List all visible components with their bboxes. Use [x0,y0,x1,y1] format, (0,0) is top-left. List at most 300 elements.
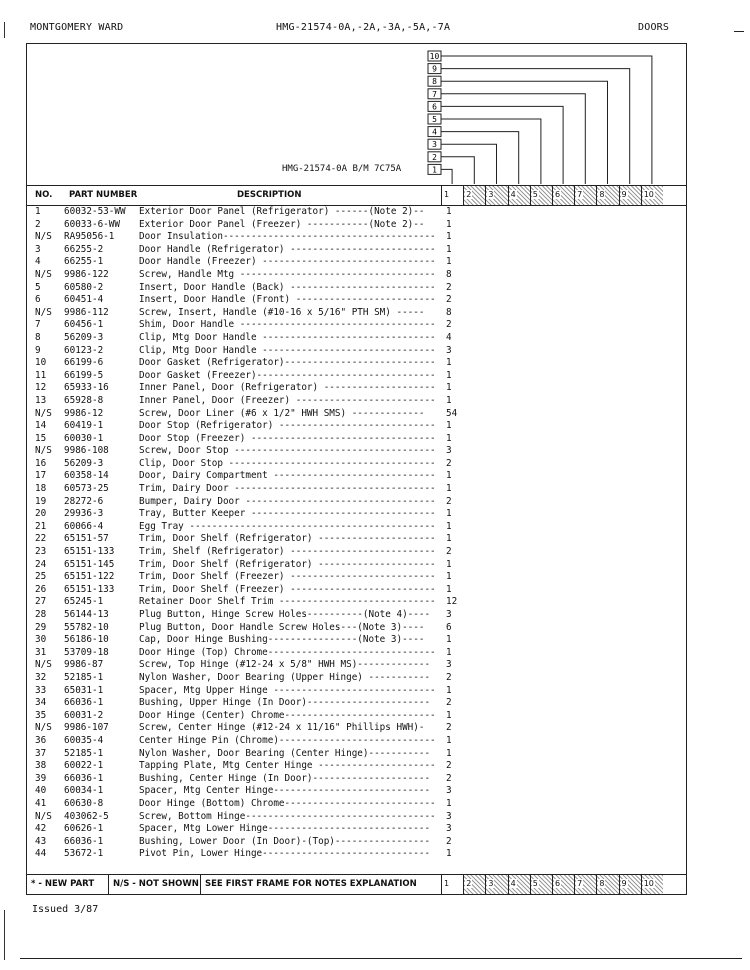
part-quantity: 1 [446,470,452,482]
part-number: 65151-122 [64,571,115,583]
part-no: N/S [35,231,52,243]
part-quantity: 1 [446,583,452,595]
check-column-diagram [27,44,688,184]
table-row [27,508,686,521]
part-no: 16 [35,457,47,469]
table-row [27,546,686,559]
part-no: N/S [35,722,52,734]
check-columns-footer [441,875,663,894]
part-quantity: 1 [446,394,452,406]
table-row [27,496,686,509]
part-description: Plug Button, Door Handle Screw Holes---(Note 3)---- [139,621,425,633]
footer-check-col-1 [441,875,463,894]
part-number: 55782-10 [64,621,109,633]
check-col-number: 7 [577,879,583,888]
table-row [27,647,686,660]
table-row [27,760,686,773]
part-number: 66036-1 [64,772,104,784]
part-number: 9986-107 [64,722,109,734]
diagram-box-label: 7 [432,89,437,99]
leader-lines [27,44,688,184]
header-check-col-6 [552,186,574,205]
part-no: 14 [35,420,47,432]
part-quantity: 3 [446,810,452,822]
issued-date: Issued 3/87 [32,904,99,915]
check-col-number: 6 [554,190,561,199]
part-quantity: 3 [446,344,452,356]
part-description: Tapping Plate, Mtg Center Hinge --------------------- [139,760,436,772]
part-no: 9 [35,344,41,356]
part-description: Inner Panel, Door (Freezer) ------------------------- [139,394,436,406]
part-quantity: 2 [446,281,452,293]
footer-check-col-7 [574,875,596,894]
part-description: Door Insulation-------------------------------------- [139,231,436,243]
part-number: 9986-87 [64,659,104,671]
part-description: Pivot Pin, Lower Hinge------------------------------ [139,848,431,860]
bill-of-materials-reference: HMG-21574-0A B/M 7C75A [282,164,402,174]
part-description: Screw, Bottom Hinge---------------------------------- [139,810,436,822]
part-description: Door Hinge (Top) Chrome------------------------------ [139,646,436,658]
part-number: 60032-53-WW [64,206,126,217]
part-number: 403062-5 [64,810,109,822]
part-no: 34 [35,697,47,709]
part-no: 5 [35,281,41,293]
table-row [27,848,686,861]
part-description: Bushing, Lower Door (In Door)-(Top)----------------- [139,835,431,847]
part-no: 15 [35,432,47,444]
table-row [27,244,686,257]
part-description: Trim, Door Shelf (Freezer) -------------------------- [139,583,436,595]
header-brand: MONTGOMERY WARD [30,22,124,33]
table-row [27,357,686,370]
part-number: 65933-16 [64,382,109,394]
table-row [27,345,686,358]
part-quantity: 1 [446,558,452,570]
col-description: DESCRIPTION [237,190,302,200]
table-row [27,811,686,824]
table-row [27,269,686,282]
table-row [27,823,686,836]
part-quantity: 1 [446,483,452,495]
part-number: 66199-6 [64,357,104,369]
table-row [27,294,686,307]
header-check-col-9 [619,186,641,205]
part-description: Shim, Door Handle ----------------------------------- [139,319,436,331]
part-quantity: 2 [446,772,452,784]
table-row [27,458,686,471]
leader-line-10 [441,56,652,184]
diagram-box-label: 8 [432,77,437,87]
part-description: Door Stop (Refrigerator) ---------------------------- [139,420,436,432]
part-no: 31 [35,646,47,658]
part-no: N/S [35,306,52,318]
header-check-col-5 [530,186,552,205]
part-number: 56186-10 [64,634,109,646]
header-check-col-3 [485,186,507,205]
footer-check-col-9 [619,875,641,894]
part-no: 10 [35,357,47,369]
part-no: 23 [35,546,47,558]
part-quantity: 1 [446,357,452,369]
part-number: 65031-1 [64,684,104,696]
diagram-box-label: 2 [432,152,437,162]
part-no: 7 [35,319,41,331]
part-description: Screw, Top Hinge (#12-24 x 5/8" HWH MS)------------- [139,659,431,671]
part-description: Insert, Door Handle (Front) ------------------------- [139,294,436,306]
table-row [27,470,686,483]
part-description: Exterior Door Panel (Refrigerator) ------(Note 2)-- [139,206,425,217]
part-number: 60573-25 [64,483,109,495]
part-no: 42 [35,823,47,835]
part-no: 8 [35,331,41,343]
part-number: 9986-108 [64,445,109,457]
part-quantity: 3 [446,659,452,671]
header-check-col-1 [441,186,463,205]
check-col-number: 7 [577,190,583,199]
part-quantity: 2 [446,722,452,734]
diagram-box-label: 4 [432,127,437,137]
part-no: 19 [35,495,47,507]
table-row [27,710,686,723]
part-quantity: 2 [446,760,452,772]
part-quantity: 2 [446,835,452,847]
table-row [27,319,686,332]
part-number: 60580-2 [64,281,104,293]
parts-list-frame [26,43,687,895]
table-row [27,836,686,849]
part-description: Tray, Butter Keeper --------------------------------- [139,508,436,520]
part-number: 9986-112 [64,306,109,318]
part-quantity: 1 [446,709,452,721]
check-col-number: 4 [510,190,516,199]
table-row [27,282,686,295]
part-no: 37 [35,747,47,759]
part-description: Screw, Handle Mtg ----------------------------------- [139,268,436,280]
part-quantity: 4 [446,331,452,343]
part-number: 65151-133 [64,546,115,558]
check-col-number: 3 [488,879,494,888]
footer-check-col-6 [552,875,574,894]
part-quantity: 1 [446,797,452,809]
page-bottom-rule [20,958,742,959]
part-description: Door Handle (Freezer) ------------------------------- [139,256,436,268]
part-no: 2 [35,218,41,230]
part-number: 9986-12 [64,407,104,419]
diagram-box-label: 5 [432,115,437,124]
table-row [27,433,686,446]
part-no: N/S [35,268,52,280]
part-no: 39 [35,772,47,784]
check-col-number: 9 [621,190,627,199]
table-row [27,672,686,685]
part-no: 38 [35,760,47,772]
part-description: Door Gasket (Freezer)-------------------------------- [139,369,436,381]
table-row [27,231,686,244]
check-col-number: 10 [643,190,654,199]
part-number: 60626-1 [64,823,104,835]
part-no: N/S [35,659,52,671]
parts-table [27,206,686,861]
part-description: Door Gasket (Refrigerator)--------------------------- [139,357,436,369]
part-description: Egg Tray -------------------------------------------- [139,520,436,532]
leader-line-5 [441,119,541,184]
part-description: Bumper, Dairy Door ---------------------------------- [139,495,436,507]
leader-line-2 [441,157,474,184]
part-description: Screw, Center Hinge (#12-24 x 11/16" Phillips HWH)- [139,722,425,734]
part-quantity: 1 [446,420,452,432]
part-number: 66036-1 [64,697,104,709]
header-check-col-4 [508,186,530,205]
part-description: Exterior Door Panel (Freezer) -----------(Note 2)-- [139,218,425,230]
part-quantity: 1 [446,684,452,696]
part-quantity: 8 [446,268,452,280]
part-no: 44 [35,848,47,860]
part-number: 53709-18 [64,646,109,658]
part-number: 60451-4 [64,294,104,306]
table-row [27,571,686,584]
part-number: 56209-3 [64,457,104,469]
col-no: NO. [35,190,53,200]
table-row [27,408,686,421]
table-row [27,206,686,219]
part-description: Door Hinge (Bottom) Chrome--------------------------- [139,797,436,809]
part-no: 33 [35,684,47,696]
part-number: 65151-133 [64,583,115,595]
part-number: 60066-4 [64,520,104,532]
part-description: Screw, Door Stop ------------------------------------ [139,445,436,457]
part-number: 56209-3 [64,331,104,343]
leader-line-9 [441,69,630,184]
table-row [27,521,686,534]
part-quantity: 2 [446,546,452,558]
part-description: Center Hinge Pin (Chrome)---------------------------- [139,734,436,746]
leader-line-6 [441,106,563,184]
part-description: Door, Dairy Compartment ----------------------------- [139,470,436,482]
part-number: 60034-1 [64,785,104,797]
part-number: 52185-1 [64,671,104,683]
header-model-numbers: HMG-21574-0A,-2A,-3A,-5A,-7A [276,22,451,33]
footer-check-col-2 [463,875,485,894]
part-quantity: 3 [446,609,452,620]
header-check-col-8 [596,186,618,205]
footer-legend-row [27,874,686,894]
part-description: Clip, Mtg Door Handle ------------------------------- [139,344,436,356]
part-quantity: 2 [446,457,452,469]
part-description: Door Stop (Freezer) --------------------------------- [139,432,436,444]
part-description: Spacer, Mtg Center Hinge---------------------------- [139,785,431,797]
header-section: DOORS [638,22,670,33]
part-quantity: 12 [446,596,458,608]
part-number: 29936-3 [64,508,104,520]
table-row [27,420,686,433]
part-no: 30 [35,634,47,646]
part-number: 65928-8 [64,394,104,406]
part-number: 53672-1 [64,848,104,860]
leader-line-8 [441,81,608,184]
part-no: N/S [35,810,52,822]
header-check-col-2 [463,186,485,205]
part-no: 3 [35,243,41,255]
part-no: 26 [35,583,47,595]
part-quantity: 6 [446,621,452,633]
part-number: 60123-2 [64,344,104,356]
part-number: 60419-1 [64,420,104,432]
check-col-number: 9 [621,879,627,888]
diagram-box-label: 1 [432,165,437,175]
part-quantity: 1 [446,634,452,646]
part-description: Door Hinge (Center) Chrome--------------------------- [139,709,436,721]
part-no: 22 [35,533,47,545]
part-description: Clip, Mtg Door Handle ------------------------------- [139,331,436,343]
check-col-number: 3 [488,190,494,199]
table-row [27,370,686,383]
table-row [27,584,686,597]
part-quantity: 1 [446,571,452,583]
part-no: 25 [35,571,47,583]
part-no: N/S [35,407,52,419]
part-no: 1 [35,206,41,217]
table-row [27,307,686,320]
part-number: 60033-6-WW [64,218,120,230]
part-quantity: 1 [446,218,452,230]
part-number: 9986-122 [64,268,109,280]
part-quantity: 1 [446,382,452,394]
part-description: Bushing, Upper Hinge (In Door)---------------------- [139,697,431,709]
part-description: Cap, Door Hinge Bushing----------------(Note 3)---- [139,634,425,646]
part-description: Bushing, Center Hinge (In Door)--------------------- [139,772,431,784]
leader-line-4 [441,132,519,184]
table-row [27,609,686,622]
part-description: Insert, Door Handle (Back) -------------------------- [139,281,436,293]
part-no: 28 [35,609,47,620]
table-row [27,445,686,458]
table-row [27,785,686,798]
table-row [27,697,686,710]
part-number: 60035-4 [64,734,104,746]
part-number: 60030-1 [64,432,104,444]
part-quantity: 2 [446,671,452,683]
table-row [27,533,686,546]
check-col-number: 1 [444,190,450,199]
part-quantity: 3 [446,785,452,797]
footer-check-col-5 [530,875,552,894]
part-no: N/S [35,445,52,457]
part-number: RA95056-1 [64,231,115,243]
table-row [27,622,686,635]
diagram-box-label: 6 [432,102,437,112]
header-check-col-7 [574,186,596,205]
table-row [27,596,686,609]
part-description: Screw, Insert, Handle (#10-16 x 5/16" PTH SM) ----- [139,306,425,318]
table-row [27,773,686,786]
check-col-number: 4 [510,879,516,888]
part-description: Spacer, Mtg Upper Hinge ----------------------------- [139,684,436,696]
table-row [27,483,686,496]
part-description: Retainer Door Shelf Trim ---------------------------- [139,596,436,608]
legend-notes: SEE FIRST FRAME FOR NOTES EXPLANATION [205,879,417,889]
part-quantity: 3 [446,445,452,457]
part-quantity: 1 [446,848,452,860]
table-row [27,256,686,269]
part-quantity: 1 [446,747,452,759]
table-row [27,685,686,698]
table-row [27,722,686,735]
legend-new-part: * - NEW PART [27,875,109,894]
part-no: 36 [35,734,47,746]
part-number: 52185-1 [64,747,104,759]
part-quantity: 1 [446,256,452,268]
leader-line-3 [441,144,497,184]
check-col-number: 5 [532,879,538,888]
table-row [27,382,686,395]
table-row [27,395,686,408]
col-part-number: PART NUMBER [69,190,138,200]
part-number: 56144-13 [64,609,109,620]
part-number: 60031-2 [64,709,104,721]
part-quantity: 1 [446,734,452,746]
check-col-number: 10 [643,879,654,888]
part-quantity: 8 [446,306,452,318]
leader-line-1 [441,169,452,184]
part-quantity: 1 [446,369,452,381]
part-number: 60358-14 [64,470,109,482]
part-quantity: 1 [446,231,452,243]
part-quantity: 1 [446,646,452,658]
part-number: 28272-6 [64,495,104,507]
part-quantity: 1 [446,206,452,217]
legend-not-shown: N/S - NOT SHOWN [109,875,201,894]
part-number: 65245-1 [64,596,104,608]
part-description: Nylon Washer, Door Bearing (Upper Hinge) ----------- [139,671,431,683]
part-no: 24 [35,558,47,570]
part-description: Plug Button, Hinge Screw Holes----------(Note 4)---- [139,609,431,620]
table-row [27,735,686,748]
part-quantity: 2 [446,294,452,306]
part-no: 6 [35,294,41,306]
header-check-col-10 [641,186,663,205]
table-row [27,798,686,811]
part-number: 60630-8 [64,797,104,809]
check-col-number: 1 [444,879,450,888]
part-no: 21 [35,520,47,532]
part-number: 66255-1 [64,256,104,268]
part-description: Nylon Washer, Door Bearing (Center Hinge)----------- [139,747,431,759]
footer-check-col-10 [641,875,663,894]
part-quantity: 1 [446,520,452,532]
footer-check-col-4 [508,875,530,894]
part-description: Screw, Door Liner (#6 x 1/2" HWH SMS) ------------- [139,407,425,419]
part-number: 65151-57 [64,533,109,545]
check-col-number: 2 [466,879,472,888]
part-quantity: 2 [446,495,452,507]
check-col-number: 6 [554,879,561,888]
part-quantity: 3 [446,823,452,835]
footer-check-col-3 [485,875,507,894]
part-no: 40 [35,785,47,797]
part-description: Trim, Dairy Door ------------------------------------ [139,483,436,495]
table-row [27,332,686,345]
table-row [27,634,686,647]
part-no: 17 [35,470,47,482]
part-no: 27 [35,596,47,608]
check-columns-header [441,186,663,205]
footer-check-col-8 [596,875,618,894]
part-no: 41 [35,797,47,809]
part-quantity: 1 [446,243,452,255]
part-quantity: 1 [446,508,452,520]
part-number: 66199-5 [64,369,104,381]
part-no: 4 [35,256,41,268]
